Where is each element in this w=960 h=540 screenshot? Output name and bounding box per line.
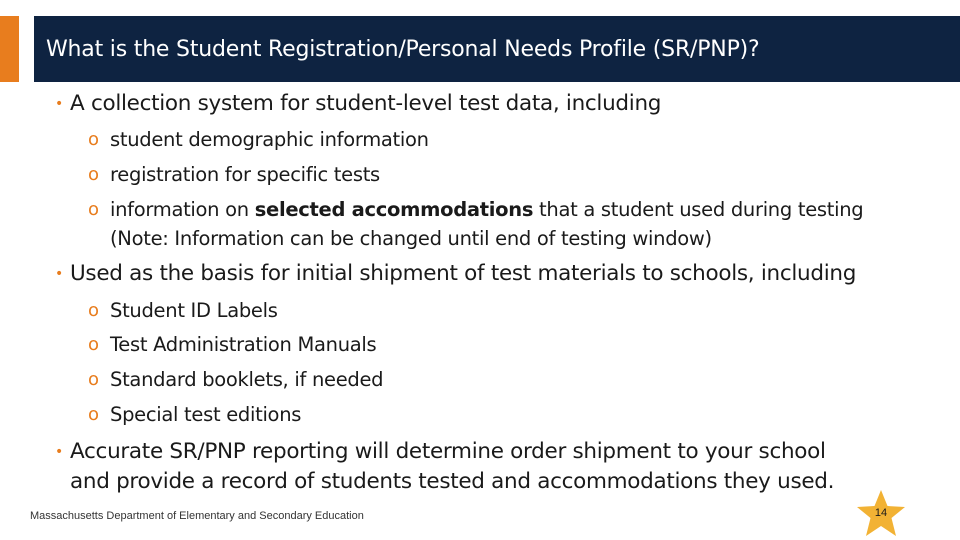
sub-item bbox=[88, 400, 301, 429]
bullet-item bbox=[55, 437, 834, 497]
sub-item-text: Test Administration Manuals bbox=[110, 333, 377, 356]
bullet-text-line1: Accurate SR/PNP reporting will determine order shipment to your school bbox=[70, 439, 826, 464]
sub-item bbox=[88, 330, 376, 359]
bullet-text-line2: and provide a record of students tested and accommodations they used. bbox=[70, 469, 835, 494]
bullet-text: Used as the basis for initial shipment of test materials to schools, including bbox=[70, 261, 857, 286]
sub-item-text: Student ID Labels bbox=[110, 299, 278, 322]
sub-item-text-post: that a student used during testing bbox=[533, 198, 864, 221]
page-number: 14 bbox=[874, 507, 888, 519]
sub-bullet-icon: o bbox=[88, 300, 99, 321]
bullet-icon: • bbox=[55, 96, 63, 112]
sub-item bbox=[88, 160, 380, 189]
bullet-icon: • bbox=[55, 266, 63, 282]
sub-bullet-icon: o bbox=[88, 404, 99, 425]
sub-item bbox=[88, 365, 383, 394]
sub-item-text-pre: information on bbox=[110, 198, 255, 221]
sub-item-text-bold: selected accommodations bbox=[254, 198, 534, 221]
sub-item-text: Special test editions bbox=[110, 403, 302, 426]
sub-item bbox=[88, 195, 863, 224]
sub-item-note bbox=[88, 224, 712, 253]
bullet-item bbox=[55, 259, 856, 289]
sub-item bbox=[88, 125, 429, 154]
sub-bullet-icon: o bbox=[88, 369, 99, 390]
sub-item-text: Standard booklets, if needed bbox=[110, 368, 384, 391]
sub-item bbox=[88, 296, 278, 325]
sub-bullet-icon: o bbox=[88, 164, 99, 185]
bullet-item bbox=[55, 89, 661, 119]
slide-title: What is the Student Registration/Personal Needs Profile (SR/PNP)? bbox=[46, 36, 760, 62]
sub-item-note-text: (Note: Information can be changed until end of testing window) bbox=[110, 227, 712, 250]
bullet-icon: • bbox=[55, 444, 63, 460]
bullet-text: A collection system for student-level test data, including bbox=[70, 91, 662, 116]
footer-organization: Massachusetts Department of Elementary and Secondary Education bbox=[30, 510, 364, 522]
sub-item-text: student demographic information bbox=[110, 128, 429, 151]
sub-bullet-icon: o bbox=[88, 334, 99, 355]
sub-item-text bbox=[88, 195, 863, 224]
sub-item-text: registration for specific tests bbox=[110, 163, 380, 186]
sub-bullet-icon: o bbox=[88, 129, 99, 150]
sub-bullet-icon: o bbox=[88, 199, 99, 220]
